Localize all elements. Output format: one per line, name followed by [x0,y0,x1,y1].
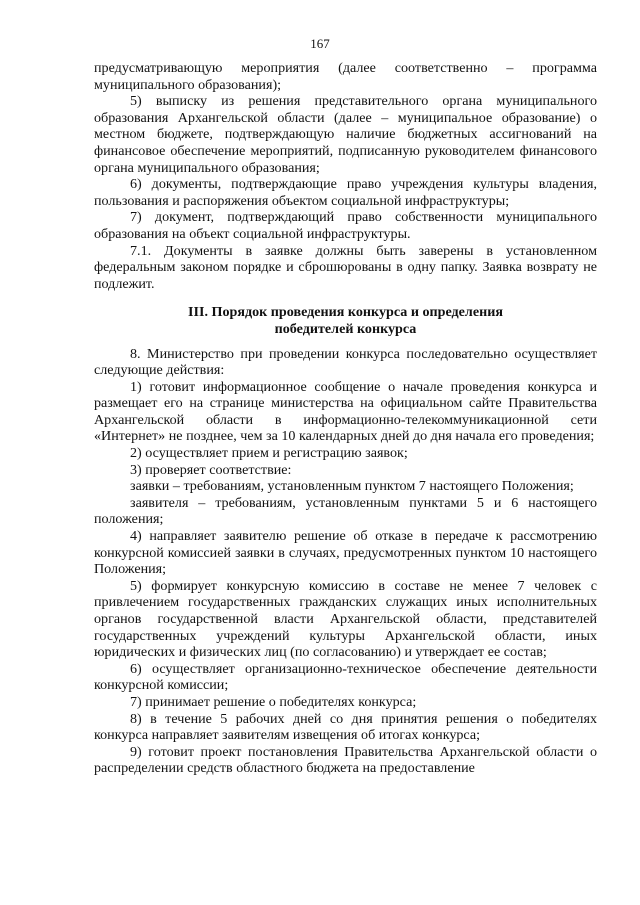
paragraph: 4) направляет заявителю решение об отказе в передаче к рассмотрению конкурсной комиссией заявки в случаях, предусмотренных пунктом 10 настоящего Положения; [94,528,597,578]
paragraph-group-top [94,60,597,292]
section-heading-line-2: победителей конкурса [274,320,417,337]
paragraph: 3) проверяет соответствие: [130,461,292,478]
document-body [94,60,597,777]
paragraph: заявки – требованиям, установленным пунктом 7 настоящего Положения; [130,478,574,495]
section-heading [94,304,597,337]
paragraph: предусматривающую мероприятия (далее соответственно – программа муниципального образования); [94,60,597,93]
paragraph: 5) выписку из решения представительного органа муниципального образования Архангельской области (далее – муниципальное образование) о местном бюджете, подтверждающую наличие бюджетных ассигнований на финансовое обеспечение мероприятий, подписанную руководителем финансового органа муниципального образования; [94,93,597,176]
paragraph: 5) формирует конкурсную комиссию в составе не менее 7 человек с привлечением государственных гражданских служащих иных исполнительных органов государственной власти Архангельской области, представителей государственных учреждений культуры Архангельской области, иных юридических и физических лиц (по согласованию) и утверждает ее состав; [94,577,597,661]
paragraph: 6) документы, подтверждающие право учреждения культуры владения, пользования и распоряжения объектом социальной инфраструктуры; [94,176,597,209]
paragraph: заявителя – требованиям, установленным пунктами 5 и 6 настоящего положения; [94,494,597,528]
paragraph: 8. Министерство при проведении конкурса последовательно осуществляет следующие действия: [94,345,597,379]
page-number: 167 [310,36,330,51]
paragraph: 9) готовит проект постановления Правительства Архангельской области о распределении средств областного бюджета на предоставление [94,743,597,777]
section-heading-line-1: III. Порядок проведения конкурса и определения [188,304,503,321]
paragraph: 6) осуществляет организационно-техническое обеспечение деятельности конкурсной комиссии; [94,660,597,694]
paragraph-group-bottom [94,346,597,777]
paragraph: 7) документ, подтверждающий право собственности муниципального образования на объект социальной инфраструктуры. [94,209,597,242]
paragraph: 8) в течение 5 рабочих дней со дня принятия решения о победителях конкурса направляет заявителям извещения об итогах конкурса; [94,710,597,744]
paragraph: 2) осуществляет прием и регистрацию заявок; [130,445,408,462]
paragraph: 7.1. Документы в заявке должны быть заверены в установленном федеральным законом порядке и сброшюрованы в одну папку. Заявка возврату не подлежит. [94,242,597,292]
paragraph: 1) готовит информационное сообщение о начале проведения конкурса и размещает его на странице министерства на официальном сайте Правительства Архангельской области в информационно-телекоммуникационной сети «Интернет» не позднее, чем за 10 календарных дней до дня начала его проведения; [94,378,597,445]
paragraph: 7) принимает решение о победителях конкурса; [130,693,417,710]
